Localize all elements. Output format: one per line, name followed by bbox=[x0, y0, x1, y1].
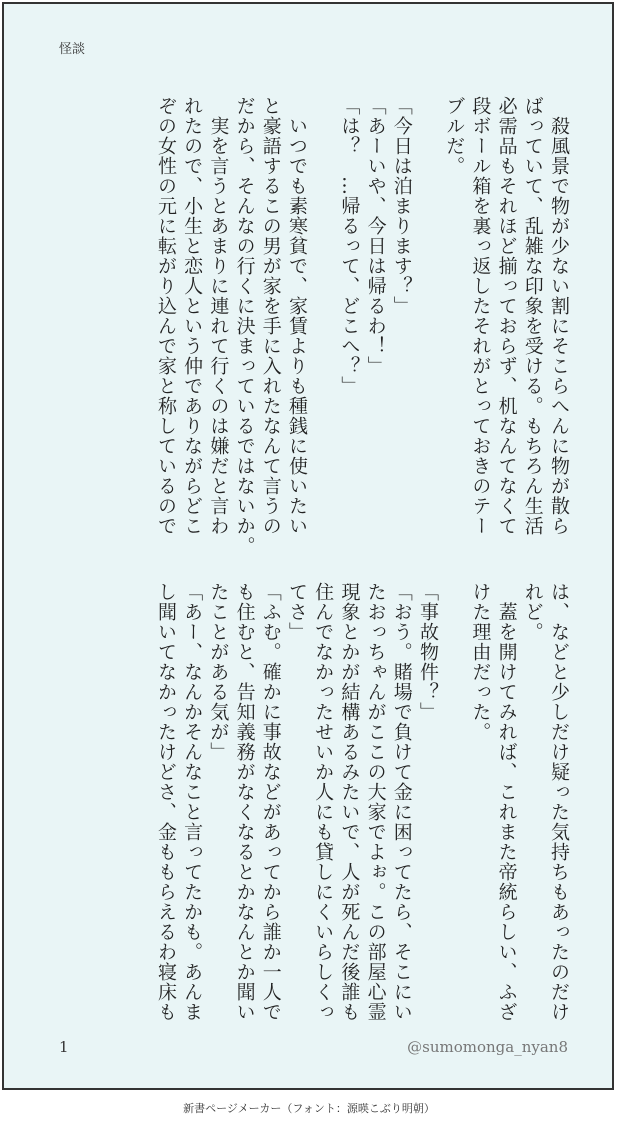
manuscript-page bbox=[2, 2, 614, 1090]
generator-credit: 新書ページメーカー（フォント：源暎こぶり明朝） bbox=[183, 1102, 435, 1115]
page-title: 怪談 bbox=[59, 42, 86, 57]
author-handle: @sumomonga_nyan8 bbox=[407, 1038, 568, 1056]
page-number: 1 bbox=[59, 1038, 69, 1056]
body-text-top-tier: 殺風景で物が少ない割にそこらへんに物が散ら ばっていて、乱雑な印象を受ける。もちろん生活 必需品もそれほど揃っておらず、机なんてなくて 段ボール箱を裏っ返したそれがとっておきのテー ブルだ。 「今日は泊まります？」 「あーいや、今日は帰るわ！」 「は？ …帰るって、どこへ？」 いつでも素寒貧で、家賃よりも種銭に使いたい と豪語するこの男が家を手に入れたなんて言うの だから、そんなの行くに決まっているではないか。 実を言うとあまりに連れて行くのは嫌だと言わ れたので、小生と恋人という仲でありながらどこ ぞの女性の元に転がり込んで家と称しているので bbox=[154, 96, 570, 556]
body-text-bottom-tier: は、などと少しだけ疑った気持ちもあったのだけ れど。 蓋を開けてみれば、これまた帝統らしい、ふざ けた理由だった。 「事故物件？」 「おう。賭場で負けて金に困ってたら、そこにい たおっちゃんがここの大家でよぉ。この部屋心霊 現象とかが結構あるみたいで、人が死んだ後誰も 住んでなかったせいか人にも貸しにくいらしくっ てさ」 「ふむ。確かに事故などがあってから誰か一人で も住むと、告知義務がなくなるとかなんとか聞い たことがある気が」 「あー、なんかそんなこと言ってたかも。あんま し聞いてなかったけどさ、金ももらえるわ寝床も bbox=[154, 582, 570, 1022]
